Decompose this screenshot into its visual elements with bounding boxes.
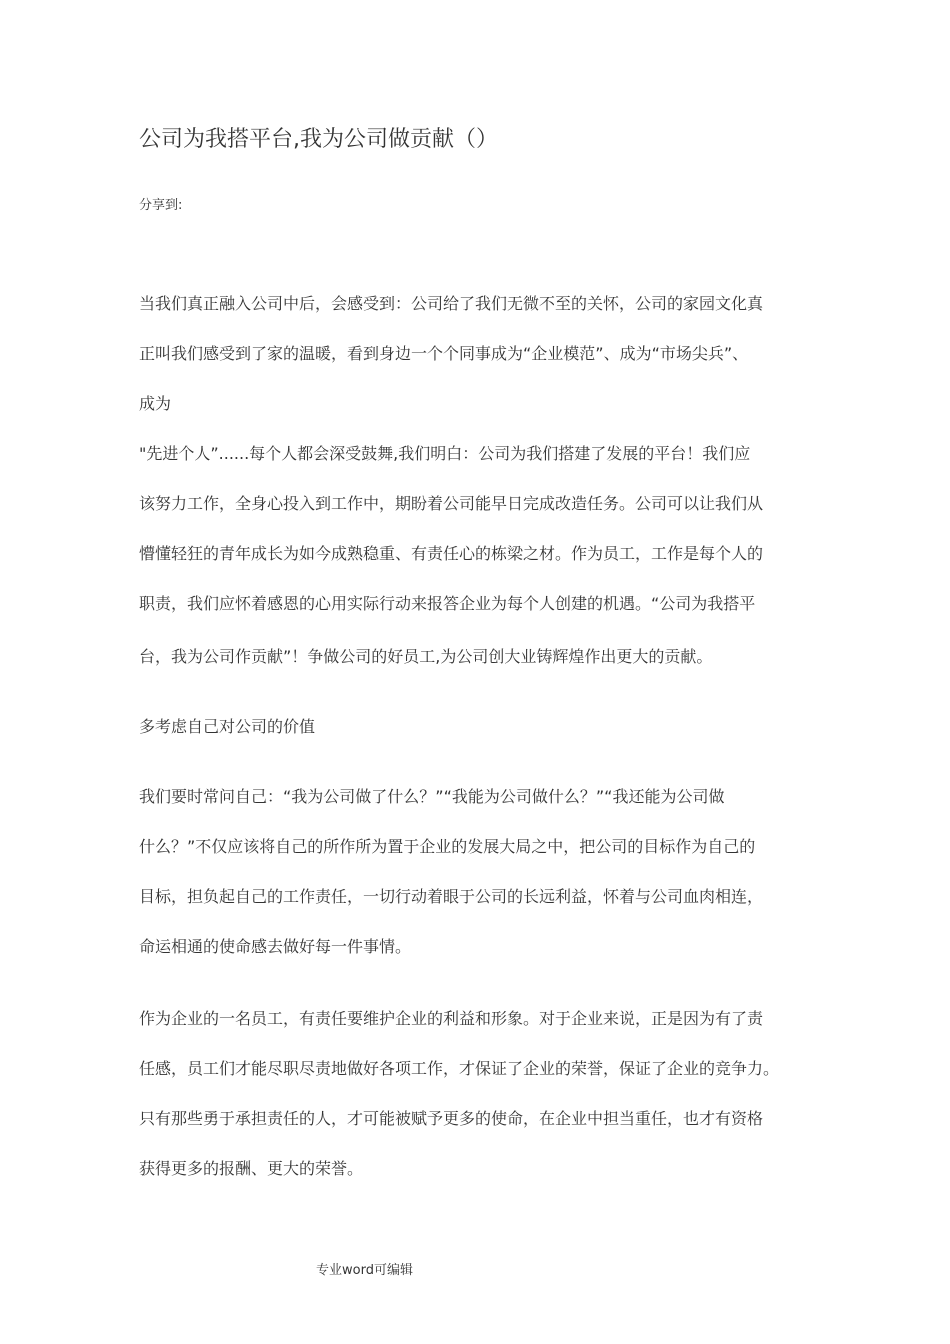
section-heading: 多考虑自己对公司的价值 — [139, 717, 316, 736]
page-footer: 专业word可编辑 — [316, 1263, 413, 1278]
paragraph-line: 该努力工作，全身心投入到工作中，期盼着公司能早日完成改造任务。公司可以让我们从 — [139, 494, 764, 513]
paragraph-line: 获得更多的报酬、更大的荣誉。 — [139, 1159, 364, 1178]
paragraph-line: 成为 — [139, 394, 172, 413]
paragraph-line: 目标，担负起自己的工作责任，一切行动着眼于公司的长远利益，怀着与公司血肉相连， — [139, 887, 764, 906]
document-title: 公司为我搭平台,我为公司做贡献（） — [139, 127, 498, 152]
paragraph-line: 职责，我们应怀着感恩的心用实际行动来报答企业为每个人创建的机遇。“公司为我搭平 — [139, 594, 756, 613]
paragraph-line: 命运相通的使命感去做好每一件事情。 — [139, 937, 412, 956]
share-label: 分享到: — [139, 198, 183, 213]
paragraph-line: 只有那些勇于承担责任的人，才可能被赋予更多的使命，在企业中担当重任，也才有资格 — [139, 1109, 764, 1128]
paragraph-line: 正叫我们感受到了家的温暖，看到身边一个个同事成为“企业模范”、成为“市场尖兵”、 — [139, 344, 749, 363]
paragraph-line: 懵懂轻狂的青年成长为如今成熟稳重、有责任心的栋梁之材。作为员工，工作是每个人的 — [139, 544, 764, 563]
paragraph-line: 什么？”不仅应该将自己的所作所为置于企业的发展大局之中，把公司的目标作为自己的 — [139, 837, 756, 856]
paragraph-line: 台，我为公司作贡献”！争做公司的好员工,为公司创大业铸辉煌作出更大的贡献。 — [139, 647, 713, 666]
paragraph-line: "先进个人”......每个人都会深受鼓舞,我们明白：公司为我们搭建了发展的平台！我们应 — [139, 444, 751, 463]
paragraph-line: 任感，员工们才能尽职尽责地做好各项工作，才保证了企业的荣誉，保证了企业的竞争力。 — [139, 1059, 780, 1078]
paragraph-line: 当我们真正融入公司中后，会感受到：公司给了我们无微不至的关怀，公司的家园文化真 — [139, 294, 764, 313]
paragraph-line: 作为企业的一名员工，有责任要维护企业的利益和形象。对于企业来说，正是因为有了责 — [139, 1009, 764, 1028]
paragraph-line: 我们要时常问自己：“我为公司做了什么？”“我能为公司做什么？”“我还能为公司做 — [139, 787, 725, 806]
